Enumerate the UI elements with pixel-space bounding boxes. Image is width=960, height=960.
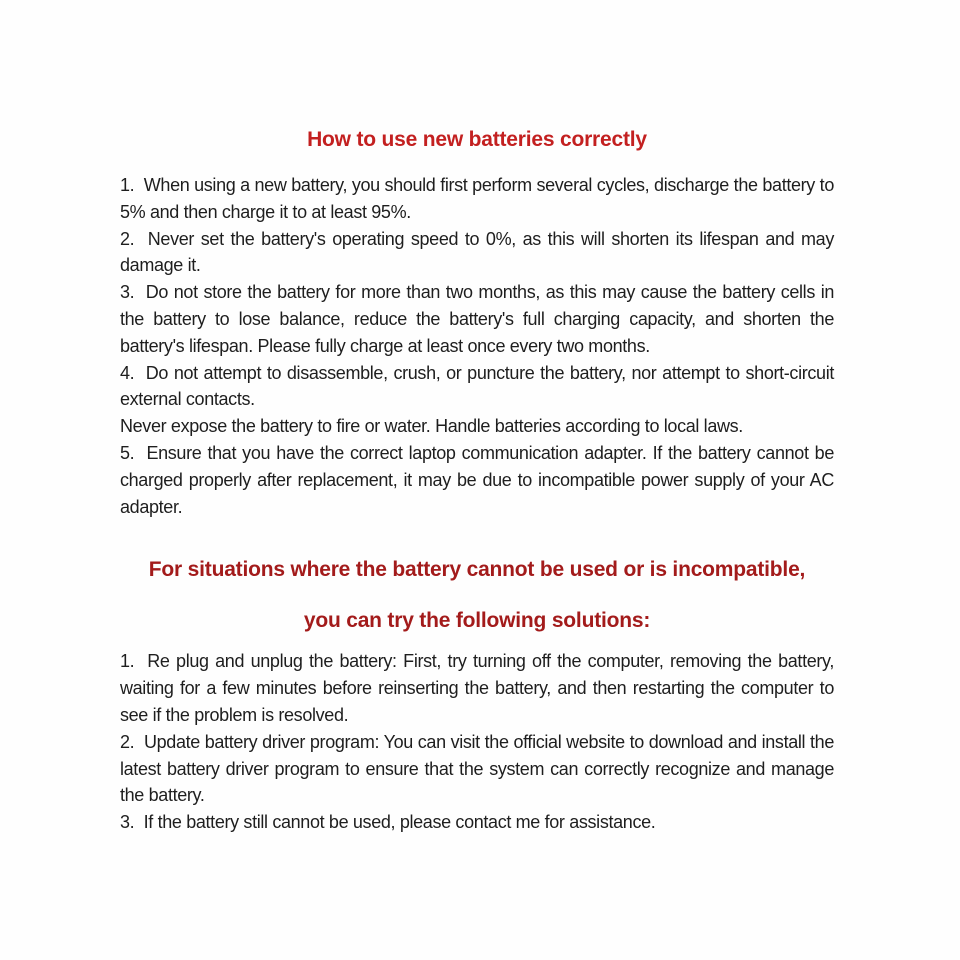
usage-instruction-5: 5. Ensure that you have the correct laptop communication adapter. If the battery cannot be charged properly after replacement, it may be due to incompatible power supply of your AC adapter. (120, 442, 834, 517)
usage-instruction-3: 3. Do not store the battery for more than two months, as this may cause the battery cells in the battery to lose balance, reduce the battery's full charging capacity, and shorten the battery's lifespan. Please fully charge at least once every two months. (120, 282, 834, 356)
solution-1: 1. Re plug and unplug the battery: First, try turning off the computer, removing the battery, waiting for a few minutes before reinserting the battery, and then restarting the computer to see if the problem is resolved. (120, 651, 834, 725)
document-content (120, 128, 834, 836)
usage-section-title: How to use new batteries correctly (307, 128, 647, 151)
usage-instruction-4: 4. Do not attempt to disassemble, crush, or puncture the battery, nor attempt to short-circuit external contacts. (120, 362, 834, 410)
usage-instruction-4-note: Never expose the battery to fire or water. Handle batteries according to local laws. (120, 416, 743, 437)
usage-instruction-1: 1. When using a new battery, you should first perform several cycles, discharge the battery to 5% and then charge it to at least 95%. (120, 175, 834, 222)
solution-3: 3. If the battery still cannot be used, please contact me for assistance. (120, 812, 656, 833)
usage-instructions-list (120, 172, 834, 520)
troubleshooting-solutions-list (120, 648, 834, 836)
solution-2: 2. Update battery driver program: You can visit the official website to download and install the latest battery driver program to ensure that the system can correctly recognize and manage the battery. (120, 731, 834, 806)
usage-instruction-2: 2. Never set the battery's operating speed to 0%, as this will shorten its lifespan and may damage it. (120, 228, 834, 276)
troubleshooting-heading-line2: you can try the following solutions: (303, 609, 651, 633)
troubleshooting-heading-line1: For situations where the battery cannot be used or is incompatible, (148, 558, 806, 582)
